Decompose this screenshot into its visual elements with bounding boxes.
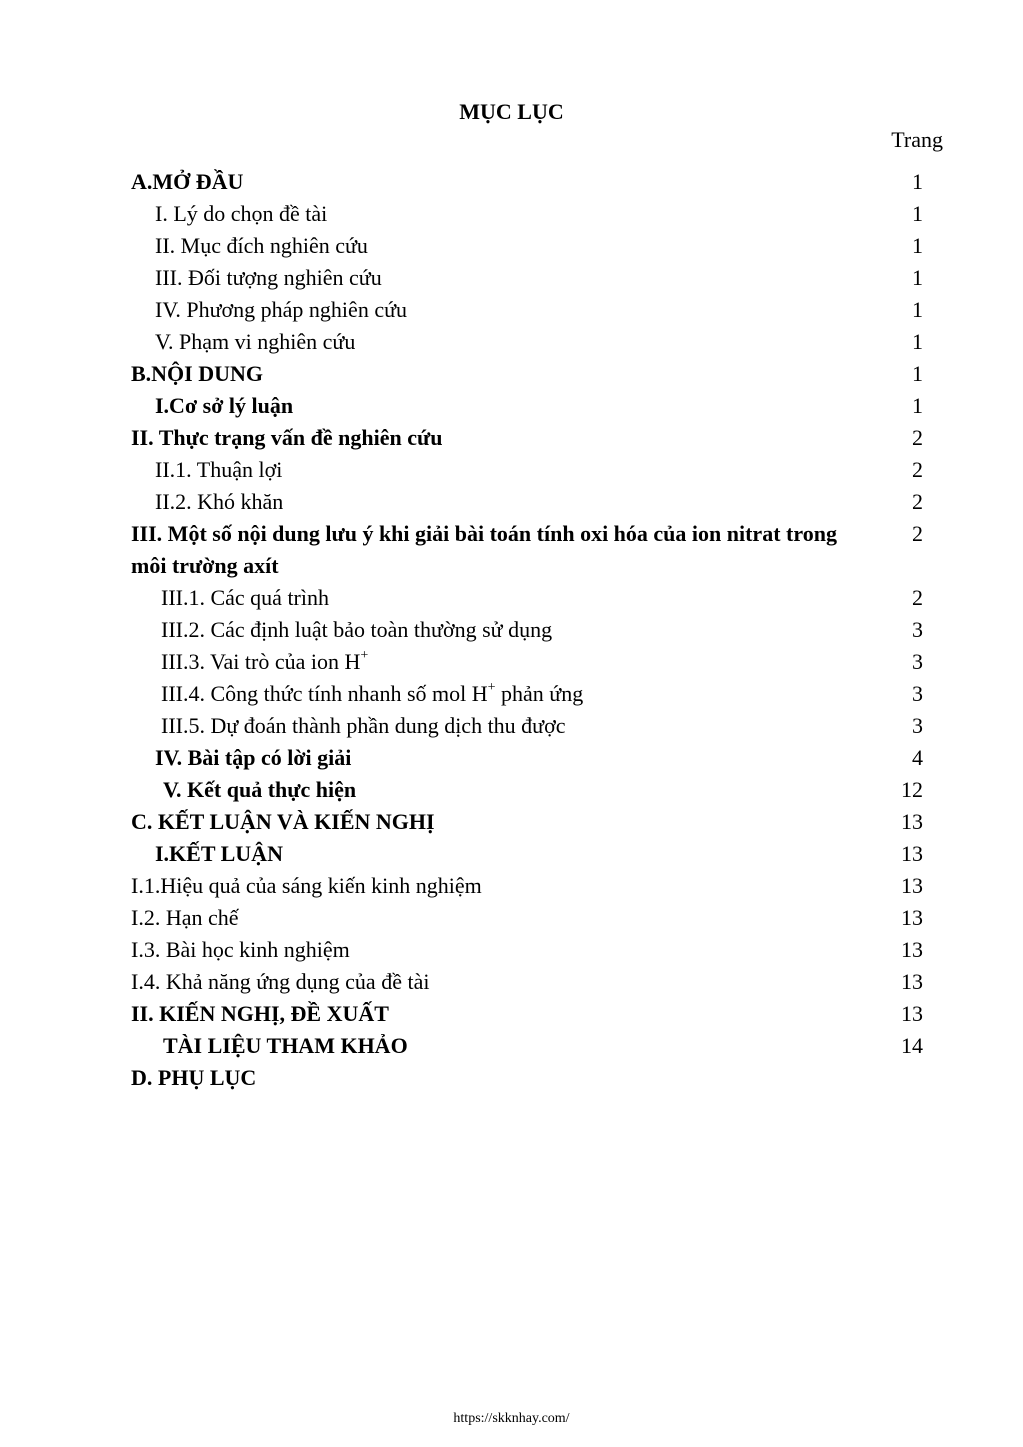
page-title: MỤC LỤC	[459, 99, 564, 124]
toc-entry-page: 13	[901, 809, 923, 834]
toc-entry-page: 13	[901, 937, 923, 962]
toc-entry-label-tail: phản ứng	[495, 681, 584, 706]
toc-entry-page: 3	[912, 713, 923, 738]
toc-entry	[0, 582, 1023, 614]
toc-entry-label: C. KẾT LUẬN VÀ KIẾN NGHỊ	[131, 809, 435, 834]
toc-entry-label: B.NỘI DUNG	[131, 361, 264, 386]
toc-entry-page: 13	[901, 905, 923, 930]
toc-entry-label: I.3. Bài học kinh nghiệm	[131, 937, 350, 962]
toc-entry	[0, 166, 1023, 198]
toc-entry-page: 2	[912, 489, 923, 514]
toc-entry	[0, 678, 1023, 710]
toc-entry	[0, 486, 1023, 518]
toc-entry-label: II.2. Khó khăn	[155, 489, 284, 514]
toc-entry	[0, 294, 1023, 326]
toc-entry-label: I.4. Khả năng ứng dụng của đề tài	[131, 969, 430, 994]
toc-entry-page: 2	[912, 585, 923, 610]
toc-entry	[0, 902, 1023, 934]
toc-entry	[0, 870, 1023, 902]
toc-entry-label: III.2. Các định luật bảo toàn thường sử dụng	[161, 617, 553, 642]
superscript: +	[487, 679, 496, 695]
superscript: +	[360, 647, 369, 663]
toc-entry-label: III. Một số nội dung lưu ý khi giải bài toán tính oxi hóa của ion nitrat trong môi trường axít	[131, 521, 837, 578]
toc-entry-label	[161, 678, 583, 710]
toc-entry	[0, 358, 1023, 390]
toc-entry-page: 1	[912, 393, 923, 418]
toc-entry	[0, 326, 1023, 358]
page-column-header: Trang	[891, 127, 943, 152]
toc-entry	[0, 1030, 1023, 1062]
toc-entry-label	[161, 646, 368, 678]
toc-entry	[0, 422, 1023, 454]
toc-entry-label: IV. Bài tập có lời giải	[155, 745, 352, 770]
toc-entry-label: I.Cơ sở lý luận	[155, 393, 294, 418]
toc-entry-page: 3	[912, 649, 923, 674]
toc-entry-page: 13	[901, 1001, 923, 1026]
toc-entry	[0, 646, 1023, 678]
toc-entry-page: 1	[912, 265, 923, 290]
toc-entry-label: I. Lý do chọn đề tài	[155, 201, 328, 226]
toc-entry	[0, 390, 1023, 422]
toc-entry-label-text: III.3. Vai trò của ion H	[161, 649, 361, 674]
toc-entry-label: II. Thực trạng vấn đề nghiên cứu	[131, 425, 443, 450]
toc-entry-label: II. Mục đích nghiên cứu	[155, 233, 368, 258]
toc-entry	[0, 998, 1023, 1030]
toc-entry-label: I.KẾT LUẬN	[155, 841, 283, 866]
toc-entry-label: V. Phạm vi nghiên cứu	[155, 329, 356, 354]
toc-entry-page: 1	[912, 169, 923, 194]
toc-entry-page: 1	[912, 329, 923, 354]
footer-url: https://skknhay.com/	[453, 1411, 570, 1426]
toc-entry-label: I.2. Hạn chế	[131, 905, 239, 930]
toc-entry-page: 13	[901, 873, 923, 898]
toc-entry-label: V. Kết quả thực hiện	[163, 777, 357, 802]
toc-entry	[0, 710, 1023, 742]
toc-entry	[0, 838, 1023, 870]
toc-entry-page: 13	[901, 969, 923, 994]
toc-entry	[0, 934, 1023, 966]
toc-entry-page: 12	[901, 777, 923, 802]
toc-entry-page: 14	[901, 1033, 923, 1058]
toc-entry	[0, 1062, 1023, 1094]
toc-entry-label: III. Đối tượng nghiên cứu	[155, 265, 382, 290]
toc-entry-label: TÀI LIỆU THAM KHẢO	[163, 1033, 408, 1058]
toc-entry	[0, 230, 1023, 262]
toc-entry-label: IV. Phương pháp nghiên cứu	[155, 297, 408, 322]
toc-entry	[0, 614, 1023, 646]
toc-entry-page: 3	[912, 617, 923, 642]
toc-entry-label: III.5. Dự đoán thành phần dung dịch thu được	[161, 713, 566, 738]
toc-entry-label: III.1. Các quá trình	[161, 585, 329, 610]
toc-entry-page: 1	[912, 201, 923, 226]
toc-entry-label-text: III.4. Công thức tính nhanh số mol H	[161, 681, 488, 706]
toc-entry-label: D. PHỤ LỤC	[131, 1065, 257, 1090]
toc-entry	[0, 742, 1023, 774]
toc-entry-page: 1	[912, 361, 923, 386]
toc-entry	[0, 774, 1023, 806]
toc-entry-page: 1	[912, 233, 923, 258]
toc-entry-page: 3	[912, 681, 923, 706]
toc-entry-label: A.MỞ ĐẦU	[131, 169, 244, 194]
toc-entry-page: 2	[912, 425, 923, 450]
toc-entry-page: 2	[912, 521, 923, 546]
toc-entry-page: 1	[912, 297, 923, 322]
table-of-contents	[0, 166, 1023, 1094]
toc-entry	[0, 966, 1023, 998]
toc-entry-label: II. KIẾN NGHỊ, ĐỀ XUẤT	[131, 1001, 389, 1026]
toc-entry-page: 13	[901, 841, 923, 866]
toc-entry	[0, 454, 1023, 486]
toc-entry-label: I.1.Hiệu quả của sáng kiến kinh nghiệm	[131, 873, 482, 898]
toc-entry	[0, 198, 1023, 230]
toc-entry-page: 2	[912, 457, 923, 482]
toc-entry-page: 4	[912, 745, 923, 770]
toc-entry	[0, 806, 1023, 838]
toc-entry	[0, 518, 1023, 582]
toc-entry-label: II.1. Thuận lợi	[155, 457, 283, 482]
toc-entry	[0, 262, 1023, 294]
